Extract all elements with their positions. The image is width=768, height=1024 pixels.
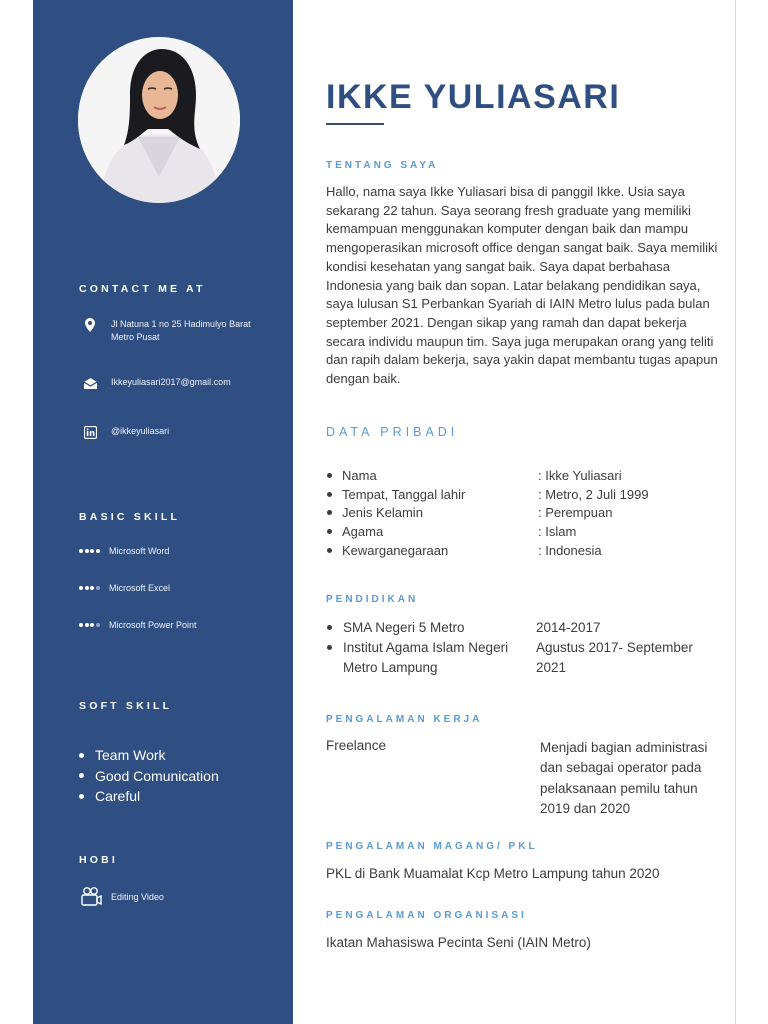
skill-rating [79,549,101,553]
list-item [327,618,711,638]
list-item: Team Work [79,745,219,766]
list-item [327,522,649,541]
skill-item [79,620,197,630]
list-item [327,541,649,560]
pengalaman-magang-heading: PENGALAMAN MAGANG/ PKL [326,841,538,852]
envelope-icon [83,376,97,390]
field-value: : Metro, 2 Juli 1999 [538,486,649,502]
contact-linkedin [83,425,251,439]
contact-email [83,376,281,390]
hobi-item [79,886,164,908]
school-name: Institut Agama Islam Negeri Metro Lampung [343,640,509,675]
about-heading: TENTANG SAYA [326,160,439,171]
field-label: Nama [342,467,377,483]
page-edge-right [735,0,736,1024]
skill-label: Microsoft Excel [109,583,171,593]
linkedin-icon [83,425,97,439]
magang-text: PKL di Bank Muamalat Kcp Metro Lampung tahun 2020 [326,866,660,881]
contact-address-text: Jl Natuna 1 no 25 Hadimulyo Barat Metro Pusat [111,319,251,342]
skill-label: Microsoft Power Point [109,620,197,630]
contact-address [83,318,251,344]
work-description: Menjadi bagian administrasi dan sebagai operator pada pelaksanaan pemilu tahun 2019 dan 2020 [540,740,708,816]
field-value: : Islam [538,523,577,539]
list-item: Careful [79,786,219,807]
pendidikan-heading: PENDIDIKAN [326,594,419,605]
sidebar [33,0,293,1024]
basic-skill-heading: BASIC SKILL [79,511,181,523]
field-label: Tempat, Tanggal lahir [342,486,466,502]
page-margin-left [0,0,33,1024]
school-period: Agustus 2017- September 2021 [536,640,693,675]
school-name: SMA Negeri 5 Metro [343,620,465,635]
field-label: Kewarganegaraan [342,542,449,558]
field-label: Jenis Kelamin [342,505,423,521]
field-value: : Ikke Yuliasari [538,467,622,483]
contact-email-text[interactable]: Ikkeyuliasari2017@gmail.com [111,377,231,387]
work-role: Freelance [326,738,387,753]
list-item [327,638,711,678]
pengalaman-organisasi-heading: PENGALAMAN ORGANISASI [326,910,527,921]
organisasi-text: Ikatan Mahasiswa Pecinta Seni (IAIN Metro) [326,935,591,950]
skill-label: Microsoft Word [109,546,170,556]
contact-linkedin-text[interactable]: @ikkeyuliasari [111,426,170,436]
hobi-heading: HOBI [79,854,119,866]
school-period: 2014-2017 [536,620,601,635]
about-text: Hallo, nama saya Ikke Yuliasari bisa di panggil Ikke. Usia saya sekarang 22 tahun. Saya seorang fresh graduate yang memiliki kemampuan menggunakan komputer dengan baik dan mampu mengoperasikan microsoft office dengan sangat baik. Saya memiliki kondisi kesehatan yang sangat baik. Saya dapat berbahasa Indonesia yang baik dan sopan. Latar belakang pendidikan saya, saya lulusan S1 Perbankan Syariah di IAIN Metro lulus pada bulan september 2021. Dengan sikap yang ramah dan dapat bekerja secara individu maupun tim. Saya juga merupakan orang yang teliti dan rapih dalam bekerja, saya yakin dapat membantu tugas apapun dengan baik. [326,184,718,387]
data-pribadi-heading: DATA PRIBADI [326,425,459,439]
contact-heading: CONTACT ME AT [79,283,206,295]
location-pin-icon [83,318,97,332]
pengalaman-kerja-heading: PENGALAMAN KERJA [326,714,483,725]
name-underline [326,123,384,125]
field-value: : Indonesia [538,542,602,558]
soft-skill-heading: SOFT SKILL [79,700,173,712]
candidate-name: IKKE YULIASARI [326,78,621,116]
list-item [327,466,649,485]
skill-item [79,546,169,556]
data-pribadi-list [327,466,649,559]
pendidikan-list [327,618,711,678]
list-item [327,503,649,522]
video-camera-icon [79,886,103,908]
field-label: Agama [342,523,384,539]
skill-rating [79,586,101,590]
hobi-label: Editing Video [111,892,164,902]
list-item: Good Comunication [79,766,219,787]
field-value: : Perempuan [538,505,613,521]
skill-rating [79,623,101,627]
skill-item [79,583,170,593]
soft-skill-list [79,745,219,807]
list-item [327,485,649,504]
profile-photo [78,37,240,203]
